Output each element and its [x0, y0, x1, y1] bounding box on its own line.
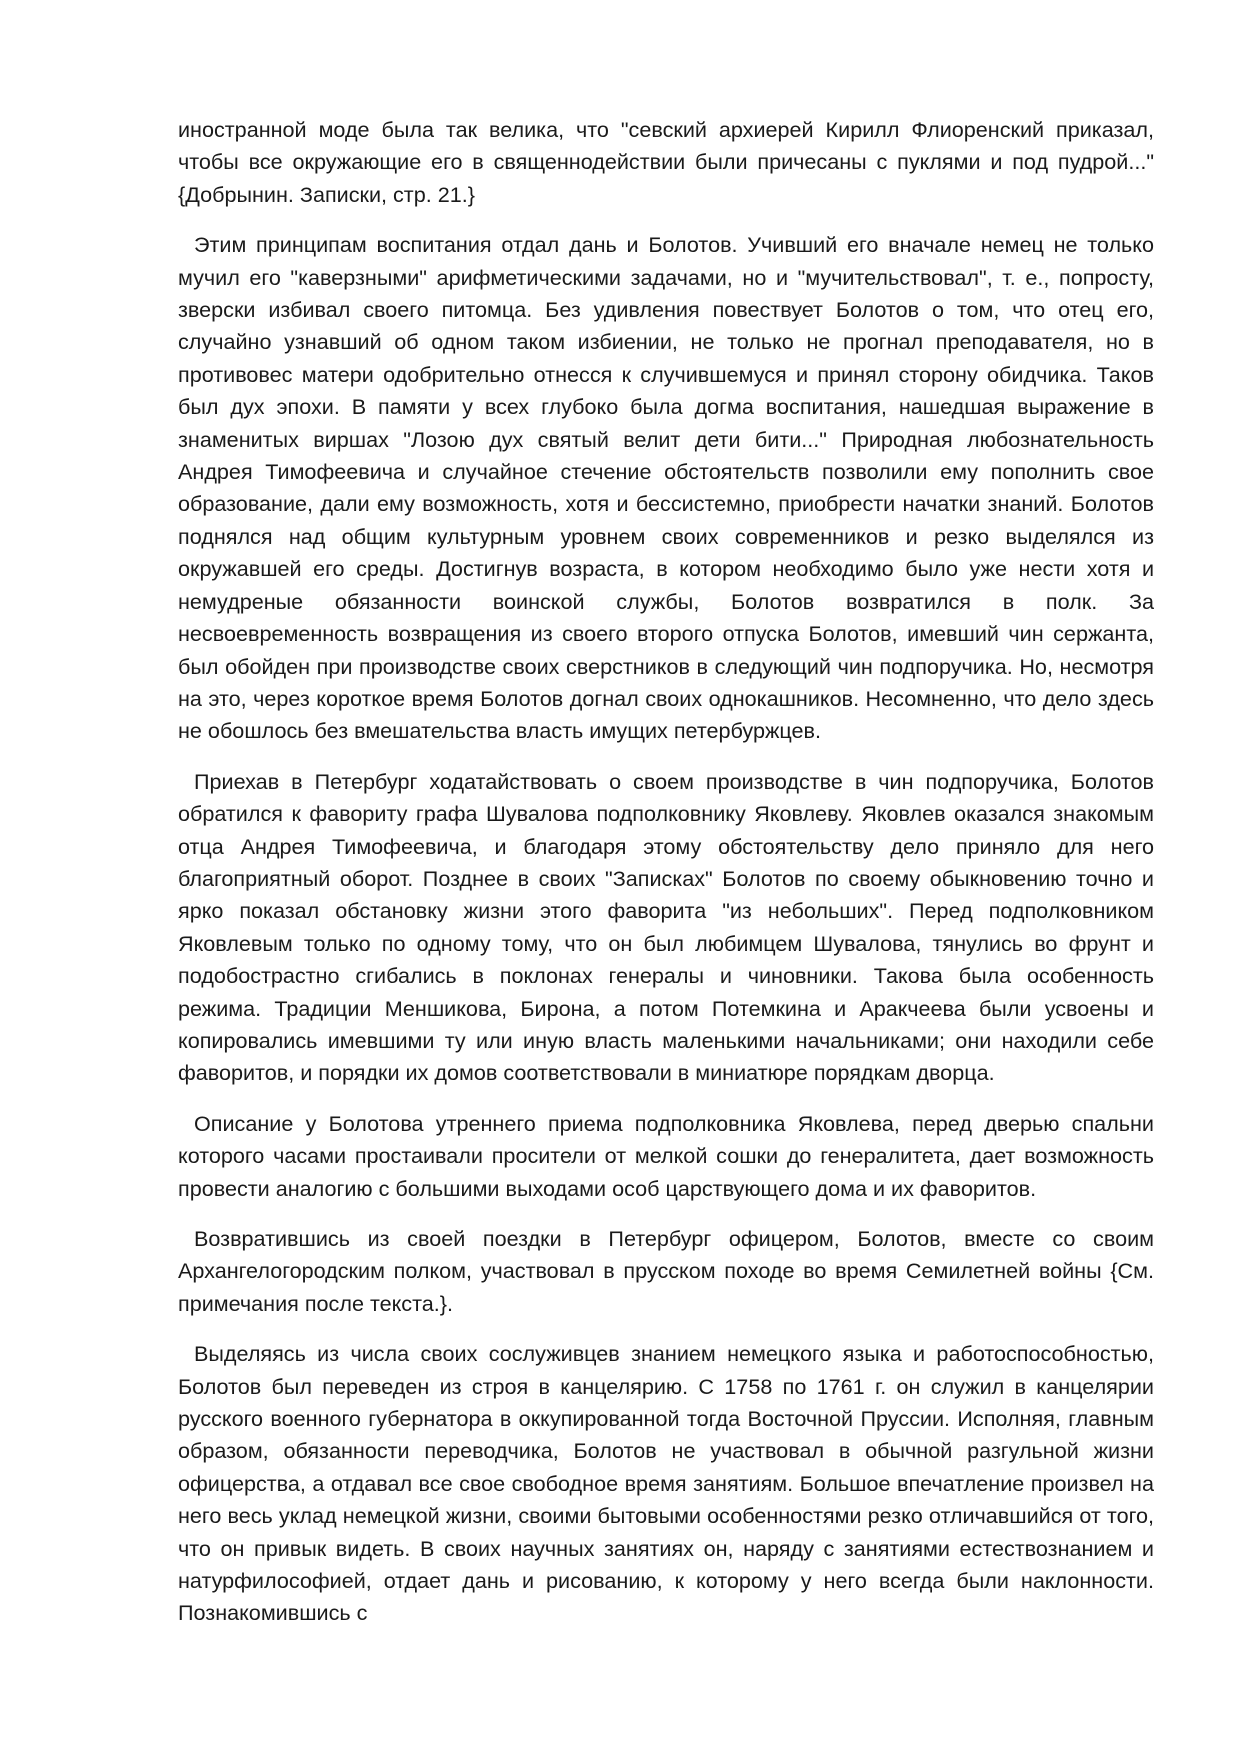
paragraph-2: Этим принципам воспитания отдал дань и Болотов. Учивший его вначале немец не только мучил его "каверзными" арифметическими задачами, но и "мучительствовал", т. е., попросту, зверски избивал своего питомца. Без удивления повествует Болотов о том, что отец его, случайно узнавший об одном таком избиении, не только не прогнал преподавателя, но в противовес матери одобрительно отнесся к случившемуся и принял сторону обидчика. Таков был дух эпохи. В памяти у всех глубоко была догма воспитания, нашедшая выражение в знаменитых виршах "Лозою дух святый велит дети бити..." Природная любознательность Андрея Тимофеевича и случайное стечение обстоятельств позволили ему пополнить свое образование, дали ему возможность, хотя и бессистемно, приобрести начатки знаний. Болотов поднялся над общим культурным уровнем своих современников и резко выделялся из окружавшей его среды. Достигнув возраста, в котором необходимо было уже нести хотя и немудреные обязанности воинской службы, Болотов возвратился в полк. За несвоевременность возвращения из своего второго отпуска Болотов, имевший чин сержанта, был обойден при производстве своих сверстников в следующий чин подпоручика. Но, несмотря на это, через короткое время Болотов догнал своих однокашников. Несомненно, что дело здесь не обошлось без вмешательства власть имущих петербуржцев.: [178, 232, 1154, 744]
paragraph-5: Возвратившись из своей поездки в Петербург офицером, Болотов, вместе со своим Архангелогородским полком, участвовал в прусском походе во время Семилетней войны {См. примечания после текста.}.: [178, 1226, 1154, 1316]
paragraph-1: иностранной моде была так велика, что "севский архиерей Кирилл Флиоренский приказал, чтобы все окружающие его в священнодействии были причесаны с пуклями и под пудрой..." {Добрынин. Записки, стр. 21.}: [178, 117, 1154, 207]
paragraph-4: Описание у Болотова утреннего приема подполковника Яковлева, перед дверью спальни которого часами простаивали просители от мелкой сошки до генералитета, дает возможность провести аналогию с большими выходами особ царствующего дома и их фаворитов.: [178, 1110, 1154, 1201]
paragraph-6: Выделяясь из числа своих сослуживцев знанием немецкого языка и работоспособностью, Болотов был переведен из строя в канцелярию. С 1758 по 1761 г. он служил в канцелярии русского военного губернатора в оккупированной тогда Восточной Пруссии. Исполняя, главным образом, обязанности переводчика, Болотов не участвовал в обычной разгульной жизни офицерства, а отдавал все свое свободное время занятиям. Большое впечатление произвел на него весь уклад немецкой жизни, своими бытовыми особенностями резко отличавшийся от того, что он привык видеть. В своих научных занятиях он, наряду с занятиями естествознанием и натурфилософией, отдает дань и рисованию, к которому у него всегда были наклонности. Познакомившись с: [178, 1341, 1154, 1626]
text-column: [178, 114, 1154, 1648]
paragraph-3: Приехав в Петербург ходатайствовать о своем производстве в чин подпоручика, Болотов обратился к фавориту графа Шувалова подполковнику Яковлеву. Яковлев оказался знакомым отца Андрея Тимофеевича, и благодаря этому обстоятельству дело приняло для него благоприятный оборот. Позднее в своих "Записках" Болотов по своему обыкновению точно и ярко показал обстановку жизни этого фаворита "из небольших". Перед подполковником Яковлевым только по одному тому, что он был любимцем Шувалова, тянулись во фрунт и подобострастно сгибались в поклонах генералы и чиновники. Такова была особенность режима. Традиции Меншикова, Бирона, а потом Потемкина и Аракчеева были усвоены и копировались имевшими ту или иную власть маленькими начальниками; они находили себе фаворитов, и порядки их домов соответствовали в миниатюре порядкам дворца.: [178, 768, 1154, 1086]
